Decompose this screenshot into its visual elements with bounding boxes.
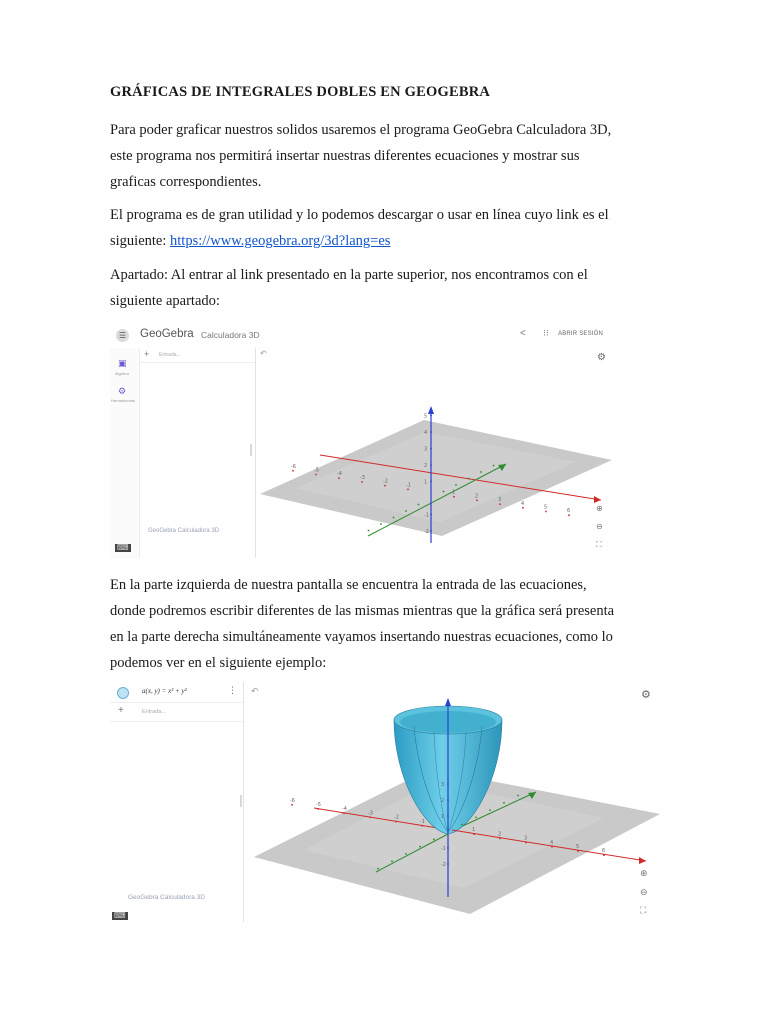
x-tick-label: 2 bbox=[475, 493, 479, 500]
paragraph-line: siguiente apartado: bbox=[110, 293, 220, 309]
y-tick-mark bbox=[517, 795, 519, 797]
z-tick-mark bbox=[430, 464, 432, 466]
y-tick-mark bbox=[380, 523, 382, 525]
zoom-out-icon[interactable]: ⊖ bbox=[596, 522, 603, 531]
sidebar-label-algebra: Álgebra bbox=[115, 371, 129, 376]
y-tick-mark bbox=[489, 809, 491, 811]
x-tick-mark bbox=[384, 485, 386, 487]
x-tick-label: 2 bbox=[498, 831, 502, 838]
paragraph-line: podemos ver en el siguiente ejemplo: bbox=[110, 655, 327, 671]
x-tick-label: -3 bbox=[360, 474, 365, 481]
x-tick-label: 4 bbox=[521, 500, 525, 507]
geogebra-link[interactable]: https://www.geogebra.org/3d?lang=es bbox=[170, 233, 391, 249]
y-tick-mark bbox=[377, 868, 379, 870]
document-title: GRÁFICAS DE INTEGRALES DOBLES EN GEOGEBRA bbox=[110, 84, 491, 100]
x-tick-label: -4 bbox=[342, 806, 347, 813]
y-tick-mark bbox=[391, 860, 393, 862]
y-tick-mark bbox=[433, 838, 435, 840]
paragraph-line: Para poder graficar nuestros solidos usaremos el programa GeoGebra Calculadora 3D, bbox=[110, 122, 612, 138]
geogebra-screenshot-paraboloid bbox=[110, 682, 660, 922]
x-tick-mark bbox=[291, 804, 293, 806]
watermark: GeoGebra Calculadora 3D bbox=[128, 894, 205, 901]
y-tick-mark bbox=[405, 853, 407, 855]
y-tick-mark bbox=[393, 517, 395, 519]
more-options-icon[interactable]: ⋮ bbox=[228, 685, 237, 695]
gear-icon[interactable]: ⚙ bbox=[641, 689, 651, 701]
x-tick-label: -1 bbox=[406, 482, 411, 489]
x-tick-label: 3 bbox=[524, 835, 528, 842]
x-tick-label: -1 bbox=[420, 818, 425, 825]
x-tick-mark bbox=[395, 821, 397, 823]
y-tick-mark bbox=[468, 478, 470, 480]
x-tick-mark bbox=[421, 825, 423, 827]
x-tick-mark bbox=[369, 817, 371, 819]
x-tick-mark bbox=[473, 833, 475, 835]
z-tick-mark bbox=[447, 847, 449, 849]
link-prefix: siguiente: bbox=[110, 233, 171, 249]
paragraph-line: donde podremos escribir diferentes de las mismas mientras que la gráfica será presenta bbox=[110, 603, 615, 619]
x-tick-mark bbox=[361, 481, 363, 483]
z-tick-label: -1 bbox=[441, 846, 446, 852]
x-tick-label: -5 bbox=[314, 467, 319, 474]
brand-logo-text: GeoGebra bbox=[140, 328, 194, 340]
x-tick-label: -2 bbox=[394, 814, 399, 821]
z-tick-label: -2 bbox=[424, 529, 429, 535]
paragraph-apartado bbox=[110, 262, 660, 314]
x-tick-mark bbox=[338, 477, 340, 479]
zoom-in-icon[interactable]: ⊕ bbox=[596, 504, 603, 513]
y-tick-mark bbox=[455, 484, 457, 486]
z-tick-mark bbox=[430, 415, 432, 417]
y-tick-mark bbox=[503, 802, 505, 804]
x-tick-label: -2 bbox=[383, 478, 388, 485]
equation-text[interactable]: a(x, y) = x² + y² bbox=[142, 687, 187, 695]
paragraph-line bbox=[110, 228, 660, 254]
login-button[interactable]: ABRIR SESIÓN bbox=[558, 331, 604, 337]
algebra-panel bbox=[110, 682, 244, 922]
z-tick-mark bbox=[447, 863, 449, 865]
x-tick-label: 6 bbox=[567, 508, 571, 515]
y-tick-mark bbox=[419, 846, 421, 848]
y-tick-mark bbox=[461, 824, 463, 826]
x-tick-mark bbox=[453, 496, 455, 498]
algebra-icon[interactable]: ▣ bbox=[118, 358, 127, 368]
x-tick-mark bbox=[525, 842, 527, 844]
paragraph-explanation bbox=[110, 572, 660, 676]
graphics-canvas bbox=[244, 682, 660, 922]
z-tick-label: -2 bbox=[441, 862, 446, 868]
x-tick-label: -6 bbox=[290, 797, 295, 804]
apps-grid-icon[interactable]: ⁝⁝ bbox=[543, 328, 549, 338]
sidebar-label-tools: Herramientas bbox=[111, 398, 136, 403]
y-tick-mark bbox=[480, 471, 482, 473]
y-tick-mark bbox=[443, 491, 445, 493]
x-tick-mark bbox=[343, 812, 345, 814]
x-tick-label: 5 bbox=[576, 844, 580, 850]
z-tick-mark bbox=[430, 514, 432, 516]
x-tick-mark bbox=[407, 488, 409, 490]
z-tick-label: 1 bbox=[424, 479, 428, 486]
gear-icon[interactable]: ⚙ bbox=[597, 352, 606, 363]
paragraph-line: El programa es de gran utilidad y lo podemos descargar o usar en línea cuyo link es el bbox=[110, 207, 609, 223]
z-tick-mark bbox=[447, 815, 449, 817]
z-tick-mark bbox=[447, 799, 449, 801]
y-tick-mark bbox=[405, 510, 407, 512]
plus-icon[interactable]: + bbox=[144, 349, 150, 359]
sidebar bbox=[110, 348, 140, 558]
z-tick-label: 2 bbox=[441, 798, 445, 804]
x-tick-mark bbox=[551, 846, 553, 848]
graphics-canvas bbox=[256, 348, 612, 558]
x-tick-mark bbox=[476, 500, 478, 502]
z-tick-mark bbox=[447, 783, 449, 785]
y-tick-mark bbox=[368, 530, 370, 532]
x-tick-label: 4 bbox=[550, 839, 554, 846]
x-tick-label: 5 bbox=[544, 504, 548, 511]
panel-resize-handle[interactable] bbox=[250, 444, 252, 456]
x-axis-arrow bbox=[639, 857, 646, 864]
watermark: GeoGebra Calculadora 3D bbox=[148, 528, 220, 534]
z-tick-label: 5 bbox=[424, 413, 428, 420]
x-tick-label: 1 bbox=[472, 827, 476, 834]
paragraph-line: graficas correspondientes. bbox=[110, 174, 262, 190]
plus-icon[interactable]: + bbox=[118, 705, 124, 716]
undo-icon[interactable]: ↶ bbox=[260, 349, 267, 358]
z-tick-mark bbox=[430, 448, 432, 450]
keyboard-icon[interactable]: ⌨ bbox=[117, 543, 129, 552]
z-axis-arrow bbox=[445, 698, 451, 706]
graphics-view-3d[interactable] bbox=[256, 348, 612, 558]
y-tick-mark bbox=[493, 465, 495, 467]
z-tick-label: 1 bbox=[441, 814, 445, 820]
paragraph-line: en la parte derecha simultáneamente vayamos insertando nuestras ecuaciones, como lo bbox=[110, 629, 613, 645]
x-tick-mark bbox=[545, 511, 547, 513]
equation-row[interactable] bbox=[110, 682, 243, 703]
z-tick-label: 3 bbox=[424, 446, 428, 453]
x-tick-mark bbox=[315, 474, 317, 476]
share-icon[interactable]: < bbox=[520, 328, 526, 339]
zoom-in-icon[interactable]: ⊕ bbox=[640, 868, 648, 878]
x-tick-mark bbox=[499, 503, 501, 505]
keyboard-icon[interactable]: ⌨ bbox=[114, 911, 126, 920]
z-tick-label: -1 bbox=[424, 512, 429, 519]
paragraph-line: En la parte izquierda de nuestra pantalla se encuentra la entrada de las ecuaciones, bbox=[110, 577, 587, 593]
app-name: Calculadora 3D bbox=[201, 330, 260, 340]
paragraph-intro bbox=[110, 117, 660, 195]
fullscreen-icon[interactable]: ⛶ bbox=[640, 905, 647, 915]
z-tick-mark bbox=[430, 481, 432, 483]
z-tick-label: 3 bbox=[441, 782, 445, 788]
paragraph-link bbox=[110, 202, 660, 254]
z-tick-mark bbox=[430, 530, 432, 532]
x-tick-label: -4 bbox=[337, 471, 342, 478]
x-tick-label: -3 bbox=[368, 810, 373, 817]
x-tick-label: -6 bbox=[291, 463, 296, 470]
menu-icon[interactable]: ☰ bbox=[116, 329, 129, 342]
x-axis-arrow bbox=[594, 496, 601, 503]
graphics-view-3d[interactable] bbox=[244, 682, 660, 922]
z-tick-label: 2 bbox=[424, 463, 428, 469]
paragraph-line: Apartado: Al entrar al link presentado en la parte superior, nos encontramos con el bbox=[110, 267, 588, 283]
app-header bbox=[110, 322, 612, 349]
x-tick-mark bbox=[568, 514, 570, 516]
x-tick-mark bbox=[292, 470, 294, 472]
zoom-out-icon[interactable]: ⊖ bbox=[640, 887, 648, 897]
paragraph-line: este programa nos permitirá insertar nuestras diferentes ecuaciones y mostrar sus bbox=[110, 148, 580, 164]
input-field[interactable]: Entrada... bbox=[142, 709, 166, 715]
z-tick-mark bbox=[430, 431, 432, 433]
visibility-toggle-icon[interactable] bbox=[117, 687, 129, 699]
undo-icon[interactable]: ↶ bbox=[251, 686, 259, 696]
input-row[interactable] bbox=[140, 348, 255, 363]
x-tick-mark bbox=[522, 507, 524, 509]
geogebra-screenshot-empty bbox=[110, 322, 612, 558]
input-row[interactable] bbox=[110, 703, 243, 722]
x-tick-label: 6 bbox=[602, 848, 606, 855]
x-tick-mark bbox=[499, 838, 501, 840]
input-field[interactable]: Entrada... bbox=[159, 352, 181, 358]
y-tick-mark bbox=[418, 504, 420, 506]
z-axis-arrow bbox=[428, 406, 434, 414]
x-tick-mark bbox=[577, 850, 579, 852]
x-tick-mark bbox=[603, 854, 605, 856]
x-tick-mark bbox=[317, 808, 319, 810]
x-tick-label: -5 bbox=[316, 802, 321, 808]
x-tick-label: 1 bbox=[452, 489, 456, 496]
z-tick-label: 4 bbox=[424, 430, 428, 436]
fullscreen-icon[interactable]: ⛶ bbox=[596, 540, 602, 549]
tools-icon[interactable]: ⚙ bbox=[118, 386, 127, 396]
y-tick-mark bbox=[475, 817, 477, 819]
x-tick-label: 3 bbox=[498, 497, 502, 504]
panel-resize-handle[interactable] bbox=[240, 795, 242, 807]
